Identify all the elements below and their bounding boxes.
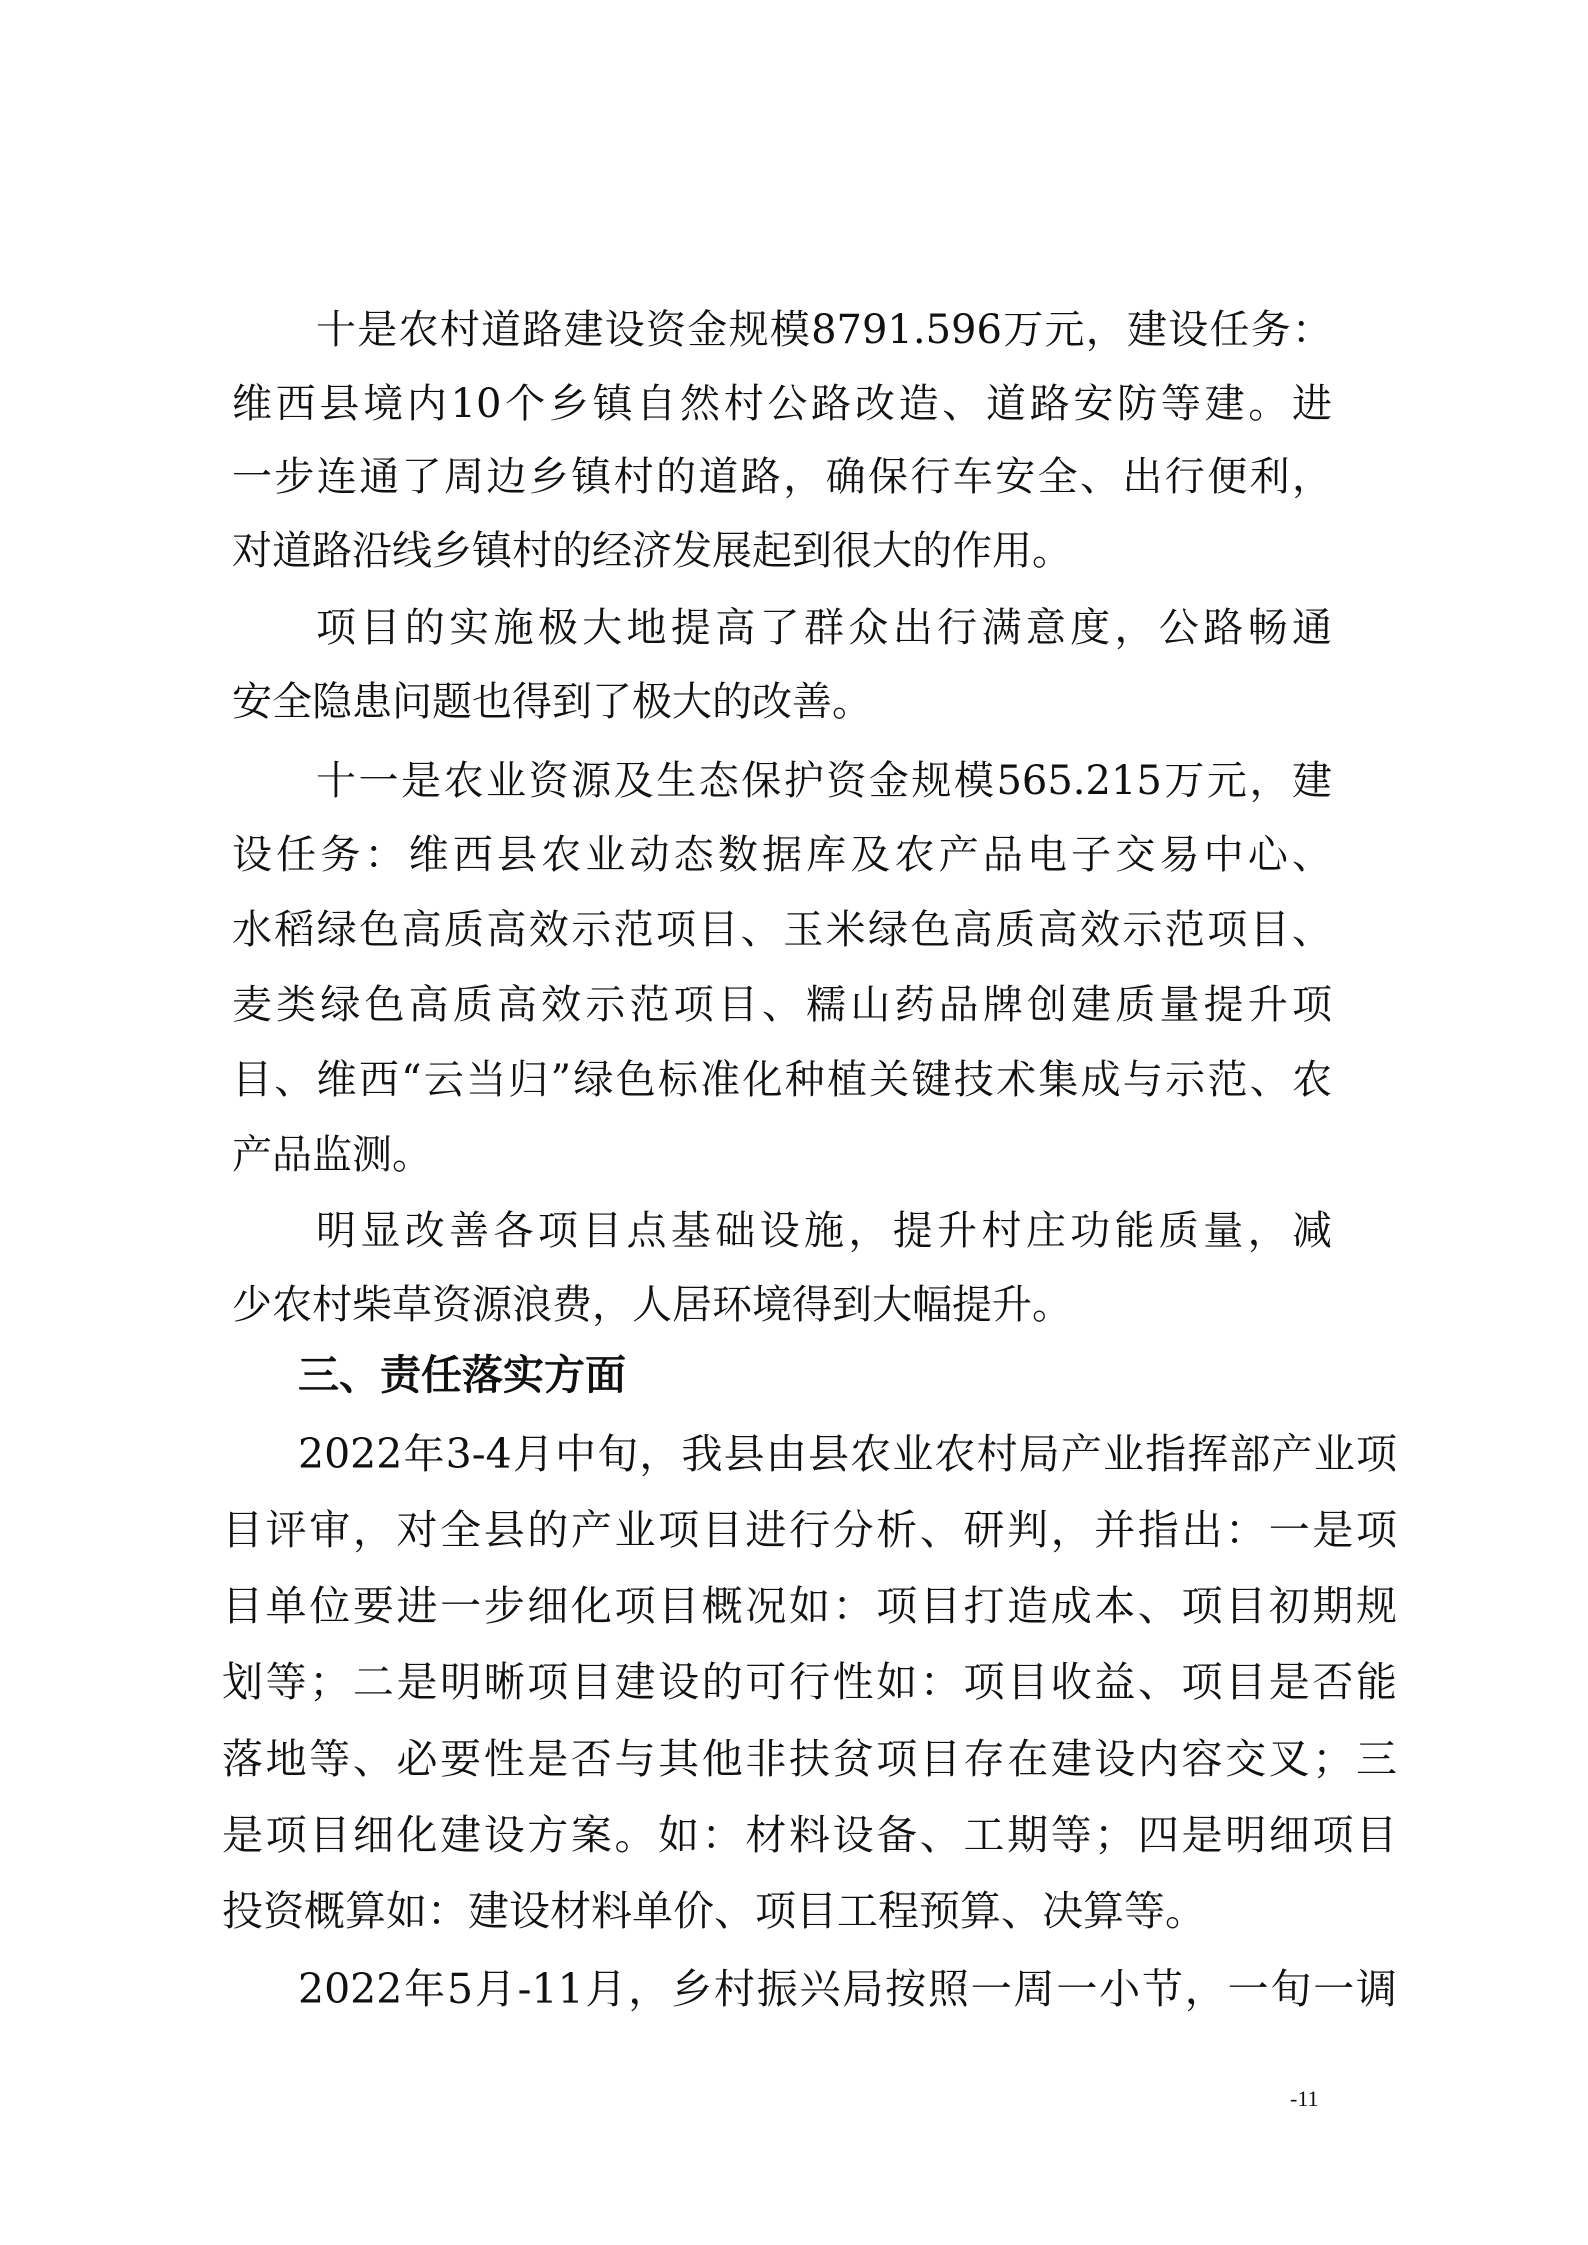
text-line: 2022年5月-11月，乡村振兴局按照一周一小节，一旬一调 — [298, 1965, 1397, 2013]
text-line: 投资概算如：建设材料单价、项目工程预算、决算等。 — [222, 1887, 1206, 1935]
text-line: 麦类绿色高质高效示范项目、糯山药品牌创建质量提升项 — [232, 982, 1332, 1028]
text-line: 产品监测。 — [232, 1132, 432, 1178]
text-line: 项目的实施极大地提高了群众出行满意度，公路畅通 — [316, 605, 1332, 651]
text-line: 少农村柴草资源浪费，人居环境得到大幅提升。 — [232, 1282, 1072, 1328]
page-number: -11 — [1290, 2086, 1319, 2111]
text-line: 目、维西“云当归”绿色标准化种植关键技术集成与示范、农 — [232, 1057, 1332, 1103]
text-line: 目评审，对全县的产业项目进行分析、研判，并指出：一是项 — [222, 1506, 1397, 1554]
text-line: 一步连通了周边乡镇村的道路，确保行车安全、出行便利， — [232, 454, 1332, 500]
text-line: 安全隐患问题也得到了极大的改善。 — [232, 679, 872, 725]
text-line: 落地等、必要性是否与其他非扶贫项目存在建设内容交叉；三 — [222, 1735, 1397, 1783]
text-line: 2022年3-4月中旬，我县由县农业农村局产业指挥部产业项 — [298, 1430, 1397, 1478]
text-line: 设任务：维西县农业动态数据库及农产品电子交易中心、 — [232, 832, 1332, 878]
text-line: 十是农村道路建设资金规模8791.596万元，建设任务： — [316, 307, 1332, 353]
text-line: 水稻绿色高质高效示范项目、玉米绿色高质高效示范项目、 — [232, 907, 1332, 953]
text-line: 明显改善各项目点基础设施，提升村庄功能质量，减 — [316, 1208, 1332, 1254]
text-line: 维西县境内10个乡镇自然村公路改造、道路安防等建。进 — [232, 381, 1332, 427]
text-line: 是项目细化建设方案。如：材料设备、工期等；四是明细项目 — [222, 1811, 1397, 1859]
section-heading: 三、责任落实方面 — [298, 1351, 626, 1399]
text-line: 十一是农业资源及生态保护资金规模565.215万元，建 — [316, 758, 1332, 804]
text-line: 对道路沿线乡镇村的经济发展起到很大的作用。 — [232, 528, 1072, 574]
text-line: 目单位要进一步细化项目概况如：项目打造成本、项目初期规 — [222, 1582, 1397, 1630]
text-line: 划等；二是明晰项目建设的可行性如：项目收益、项目是否能 — [222, 1658, 1397, 1706]
